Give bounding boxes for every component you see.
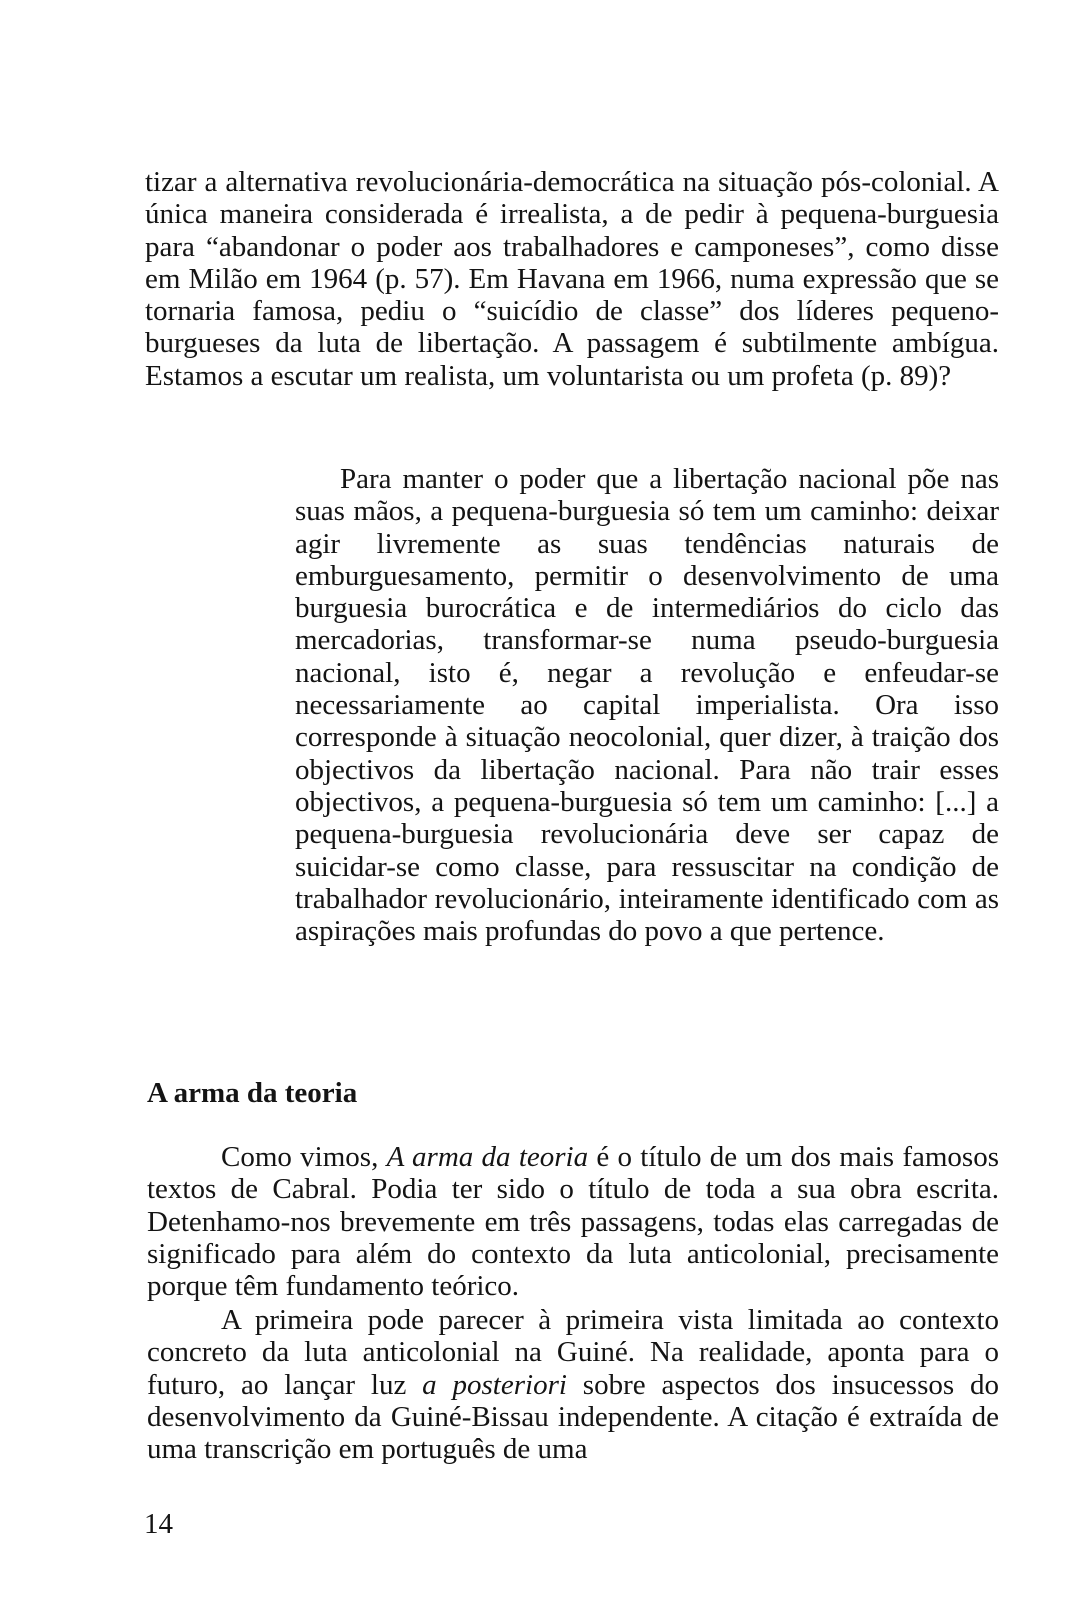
italic-term: a posteriori [422,1368,567,1401]
body-paragraph-intro [147,1141,999,1302]
block-quotation: Para manter o poder que a libertação nacional põe nas suas mãos, a pequena-burguesia só tem um caminho: deixar agir livremente as suas tendências naturais de emburguesamento, permitir o desenvolvimento de uma burguesia burocrática e de intermediários do ciclo das mercadorias, transformar-se numa pseudo-burguesia nacional, isto é, negar a revolução e enfeudar-se necessariamente ao capital imperialista. Ora isso corresponde à situação neocolonial, quer dizer, à traição dos objectivos da libertação nacional. Para não trair esses objectivos, a pequena-burguesia só tem um caminho: [...] a pequena-burguesia revolucionária deve ser capaz de suicidar-se como classe, para ressuscitar na condição de trabalhador revolucionário, inteiramente identificado com as aspirações mais profundas do povo a que pertence. [295,463,999,948]
body-paragraph-first-passage [147,1304,999,1465]
paragraph-text: A primeira pode parecer à primeira vista limitada ao contexto concreto da luta anticolonial na Guiné. Na realidade, aponta para o futuro, ao lançar luz [147,1304,999,1401]
paragraph-text: Como vimos, [221,1141,387,1173]
paragraph-text: é o título de um dos mais famosos textos de Cabral. Podia ter sido o título de toda a sua obra escrita. Detenhamo-nos brevemente em três passagens, todas elas carregadas de significado para além do contexto da luta anticolonial, precisamente porque têm fundamento teórico. [147,1141,999,1303]
page-number: 14 [144,1508,173,1540]
paragraph-text: sobre aspectos dos insucessos do desenvolvimento da Guiné-Bissau independente. A citação é extraída de uma transcrição em português de uma [147,1368,999,1466]
body-paragraph-continuation: tizar a alternativa revolucionária-democrática na situação pós-colonial. A única maneira considerada é irrealista, a de pedir à pequena-burguesia para “abandonar o poder aos trabalhadores e camponeses”, como disse em Milão em 1964 (p. 57). Em Havana em 1966, numa expressão que se tornaria famosa, pediu o “suicídio de classe” dos líderes pequeno-burgueses da luta de libertação. A passagem é subtilmente ambígua. Estamos a escutar um realista, um voluntarista ou um profeta (p. 89)? [145,166,999,392]
section-heading: A arma da teoria [147,1077,358,1109]
italic-title: A arma da teoria [386,1141,589,1173]
